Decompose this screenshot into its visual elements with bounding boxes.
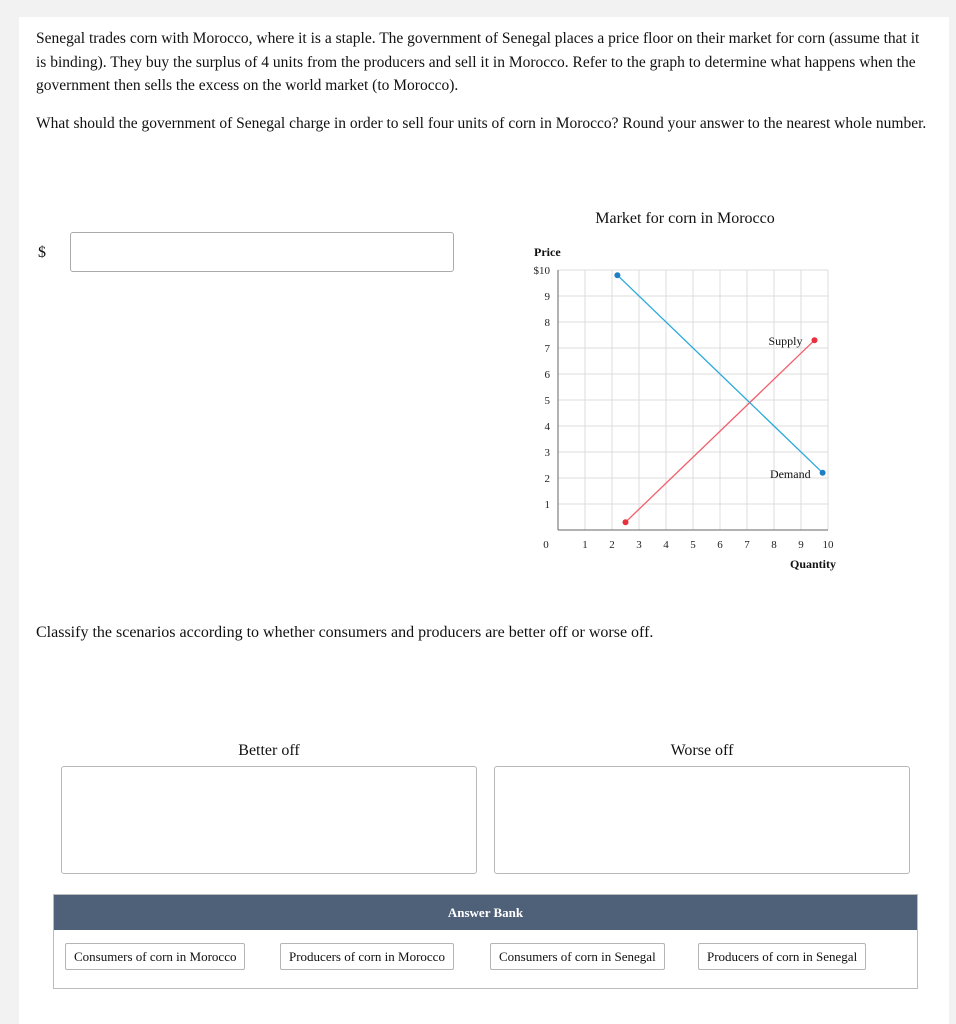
- better-off-dropzone[interactable]: [61, 766, 477, 874]
- worse-off-label: Worse off: [670, 742, 734, 759]
- demand-endpoint: [614, 272, 620, 278]
- supply-label: Supply: [768, 334, 803, 349]
- x-tick-label: 0: [543, 539, 549, 551]
- x-tick-label: 4: [663, 539, 669, 551]
- x-tick-label: 1: [582, 539, 588, 551]
- currency-symbol: $: [38, 244, 46, 261]
- supply-endpoint: [812, 337, 818, 343]
- morocco-corn-chart: [520, 240, 850, 575]
- y-tick-label: $10: [533, 265, 550, 277]
- y-tick-label: 5: [544, 395, 550, 407]
- y-tick-label: 9: [544, 291, 550, 303]
- answer-bank: [53, 894, 918, 989]
- x-tick-label: 8: [771, 539, 777, 551]
- chip-consumers-morocco[interactable]: Consumers of corn in Morocco: [65, 943, 245, 970]
- y-tick-label: 6: [544, 369, 550, 381]
- y-axis-label: Price: [534, 245, 561, 259]
- x-tick-label: 6: [717, 539, 723, 551]
- chip-producers-senegal[interactable]: Producers of corn in Senegal: [698, 943, 866, 970]
- question-text: Senegal trades corn with Morocco, where it is a staple. The government of Senegal places a price floor on their market for corn (assume that it is binding). They buy the surplus of 4 units from the producers and sell it in Morocco. Refer to the graph to determine what happens when the government then sells the excess on the world market (to Morocco).: [36, 30, 920, 94]
- classify-prompt: Classify the scenarios according to whether consumers and producers are better off or worse off.: [36, 624, 654, 641]
- chip-consumers-senegal[interactable]: Consumers of corn in Senegal: [490, 943, 665, 970]
- better-off-label: Better off: [238, 742, 300, 759]
- supply-endpoint: [623, 519, 629, 525]
- x-axis-label: Quantity: [789, 557, 836, 571]
- x-tick-label: 5: [690, 539, 696, 551]
- y-tick-label: 8: [544, 317, 550, 329]
- x-tick-label: 10: [822, 539, 834, 551]
- y-tick-label: 3: [544, 447, 550, 459]
- question-prompt: What should the government of Senegal charge in order to sell four units of corn in Morocco? Round your answer to the nearest whole number.: [36, 115, 927, 132]
- x-tick-label: 2: [609, 539, 615, 551]
- chart-title: Market for corn in Morocco: [595, 210, 775, 227]
- y-tick-label: 4: [544, 421, 550, 433]
- x-tick-label: 9: [798, 539, 804, 551]
- x-tick-label: 3: [636, 539, 642, 551]
- price-answer-input[interactable]: [70, 232, 454, 272]
- demand-endpoint: [820, 470, 826, 476]
- x-tick-label: 7: [744, 539, 750, 551]
- y-tick-label: 7: [544, 343, 550, 355]
- chip-producers-morocco[interactable]: Producers of corn in Morocco: [280, 943, 454, 970]
- answer-bank-title: Answer Bank: [54, 895, 917, 930]
- y-tick-label: 2: [544, 473, 550, 485]
- worse-off-dropzone[interactable]: [494, 766, 910, 874]
- y-tick-label: 1: [544, 499, 550, 511]
- demand-label: Demand: [769, 466, 811, 481]
